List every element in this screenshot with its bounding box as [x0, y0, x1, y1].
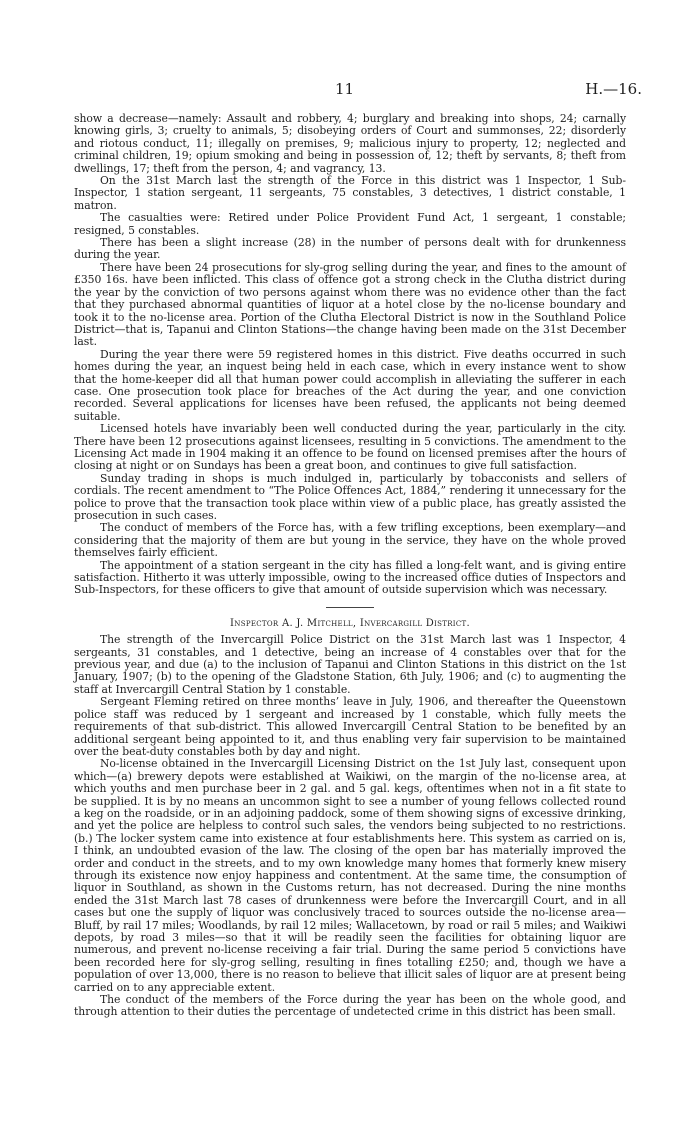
paragraph: Sunday trading in shops is much indulged in, particularly by tobacconists and sellers of cordials. The recent amendment to “The Police Offences Act, 1884,” rendering it unnecessary for the police to prove that the transaction took place within view of a public place, has greatly assisted the prosecution in such cases. [74, 471, 626, 522]
paragraph: No-license obtained in the Invercargill Licensing District on the 1st July last, consequent upon which—(a) brewery depots were established at Waikiwi, on the margin of the no-license area, at which youths and men purchase beer in 2 gal. and 5 gal. kegs, oftentimes when not in a fit state to be supplied. It is by no means an uncommon sight to see a number of young fellows collected round a keg on the roadside, or in an adjoining paddock, some of them showing signs of excessive drinking, and yet the police are helpless to control such sales, the vendors being subjected to no restrictions. (b.) The locker system came into existence at four establishments here. This system as carried on is, I think, an undoubted evasion of the law. The closing of the open bar has materially improved the order and conduct in the streets, and to my own knowledge many homes that formerly knew misery through its existence now enjoy happiness and contentment. At the same time, the consumption of liquor in Southland, as shown in the Customs return, has not decreased. During the nine months ended the 31st March last 78 cases of drunkenness were before the Invercargill Court, and in all cases but one the supply of liquor was conclusively traced to sources outside the no-license area—Bluff, by rail 17 miles; Woodlands, by rail 12 miles; Wallacetown, by road or rail 5 miles; and Waikiwi depots, by road 3 miles—so that it will be readily seen the facilities for obtaining liquor are numerous, and prevent no-license receiving a fair trial. During the same period 5 convictions have been recorded here for sly-grog selling, resulting in fines totalling £250; and, though we have a population of over 13,000, there is no reason to believe that illicit sales of liquor are at present being carried on to any appreciable extent. [74, 757, 626, 994]
paragraph: The conduct of the members of the Force during the year has been on the whole good, and through attention to their duties the percentage of undetected crime in this district has been small. [74, 993, 626, 1019]
paragraph: Sergeant Fleming retired on three months’ leave in July, 1906, and thereafter the Queenstown police staff was reduced by 1 sergeant and increased by 1 constable, which fully meets the requirements of that sub-district. This allowed Invercargill Central Station to be benefited by an additional sergeant being appointed to it, and thus enabling very fair supervision to be maintained over the beat-duty constables both by day and night. [74, 695, 626, 758]
paragraph: The conduct of members of the Force has, with a few trifling exceptions, been exemplary—and considering that the majority of them are but young in the service, they have on the whole proved themselves fairly efficient. [74, 521, 626, 560]
paragraph: The strength of the Invercargill Police District on the 31st March last was 1 Inspector, 4 sergeants, 31 constables, and 1 detective, being an increase of 4 constables over that for the previous year, and due (a) to the inclusion of Tapanui and Clinton Stations in this district on the 1st January, 1907; (b) to the opening of the Gladstone Station, 6th July, 1906; and (c) to augmenting the staff at Invercargill Central Station by 1 constable. [74, 633, 626, 696]
page-header [0, 80, 700, 100]
paragraph: The casualties were: Retired under Police Provident Fund Act, 1 sergeant, 1 constable; resigned, 5 constables. [74, 211, 626, 237]
report-reference: H.—16. [585, 80, 642, 98]
paragraph: There have been 24 prosecutions for sly-grog selling during the year, and fines to the amount of £350 16s. have been inflicted. This class of offence got a strong check in the Clutha district during the year by the conviction of two persons against whom there was no evidence other than the fact that they purchased abnormal quantities of liquor at a hotel close by the no-license boundary and took it to the no-license area. Portion of the Clutha Electoral District is now in the Southland Police District—that is, Tapanui and Clinton Stations—the change having been made on the 31st December last. [74, 260, 626, 349]
paragraph: show a decrease—namely: Assault and robbery, 4; burglary and breaking into shops, 24; carnally knowing girls, 3; cruelty to animals, 5; disobeying orders of Court and summonses, 22; disorderly and riotous conduct, 11; illegally on premises, 9; malicious injury to property, 12; neglected and criminal children, 19; opium smoking and being in possession of, 12; theft by servants, 8; theft from dwellings, 17; theft from the person, 4; and vagrancy, 13. [74, 112, 626, 175]
paragraph: On the 31st March last the strength of the Force in this district was 1 Inspector, 1 Sub-Inspector, 1 station sergeant, 11 sergeants, 75 constables, 3 detectives, 1 district constable, 1 matron. [74, 174, 626, 212]
page-number: 11 [335, 80, 355, 98]
paragraph: During the year there were 59 registered homes in this district. Five deaths occurred in such homes during the year, an inquest being held in each case, which in every instance went to show that the home-keeper did all that human power could accomplish in alleviating the sufferer in each case. One prosecution took place for breaches of the Act during the year, and one conviction recorded. Several applications for licenses have been refused, the applicants not being deemed suitable. [74, 347, 626, 423]
paragraph: Licensed hotels have invariably been well conducted during the year, particularly in the city. There have been 12 prosecutions against licensees, resulting in 5 convictions. The amendment to the Licensing Act made in 1904 making it an offence to be found on licensed premises after the hours of closing at night or on Sundays has been a great boon, and continues to give full satisfaction. [74, 422, 626, 473]
paragraph: The appointment of a station sergeant in the city has filled a long-felt want, and is giving entire satisfaction. Hitherto it was utterly impossible, owing to the increased office duties of Inspectors and Sub-Inspectors, for these officers to give that amount of outside supervision which was necessary. [74, 558, 626, 597]
section-divider [326, 607, 374, 608]
paragraph: There has been a slight increase (28) in the number of persons dealt with for drunkenness during the year. [74, 236, 626, 262]
body-text [74, 113, 626, 1019]
section-heading: Inspector A. J. Mitchell, Invercargill District. [230, 617, 470, 629]
